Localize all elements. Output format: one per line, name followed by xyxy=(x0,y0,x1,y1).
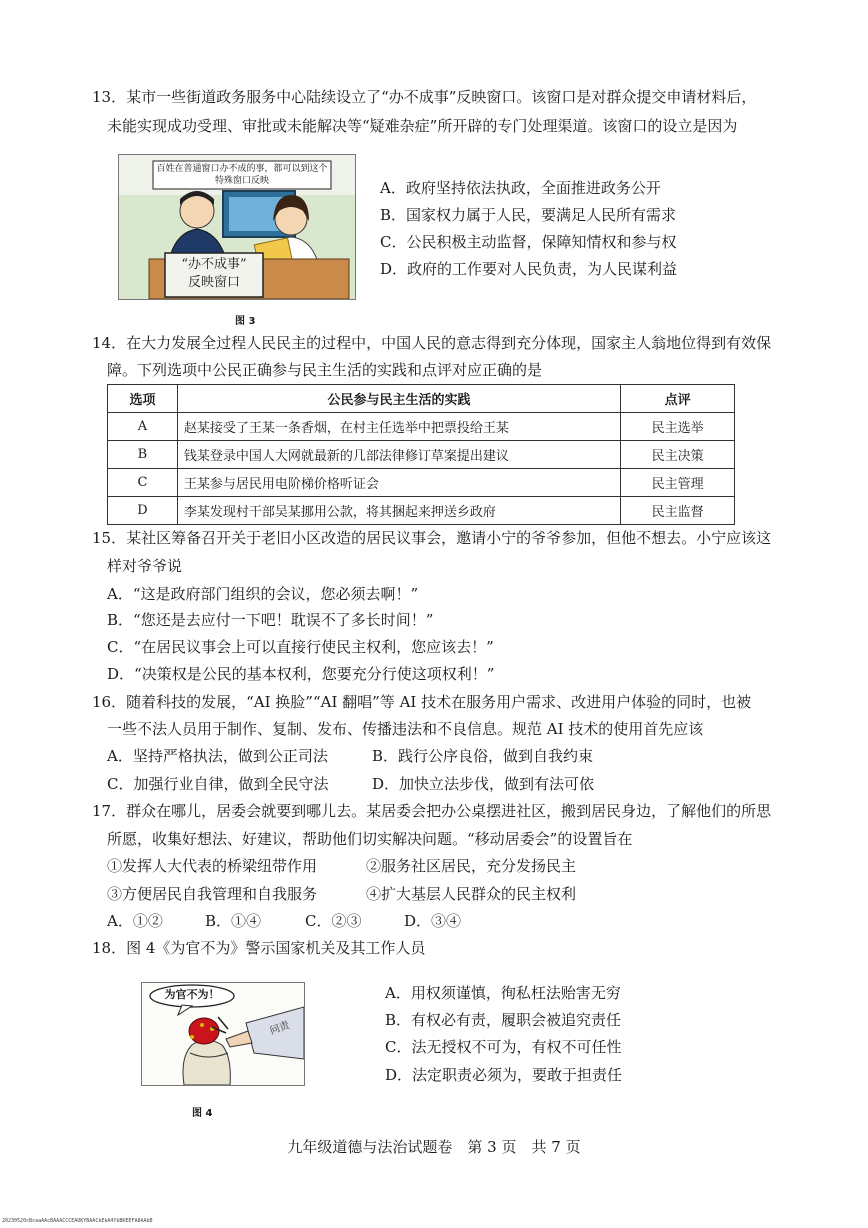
page-footer: 九年级道德与法治试题卷 第 3 页 共 7 页 xyxy=(287,1138,581,1156)
q14-header-comment: 点评 xyxy=(621,385,735,413)
q14-row-b-comment: 民主决策 xyxy=(621,441,735,469)
q14-stem-line2: 障。下列选项中公民正确参与民主生活的实践和点评对应正确的是 xyxy=(107,361,543,379)
q14-stem-line1: 14．在大力发展全过程人民民主的过程中，中国人民的意志得到充分体现，国家主人翁地位得到有效保 xyxy=(92,334,772,352)
q14-table xyxy=(107,384,735,525)
q15-option-a: A．“这是政府部门组织的会议，您必须去啊！” xyxy=(107,585,419,603)
q13-option-d: D．政府的工作要对人民负责，为人民谋利益 xyxy=(380,260,678,278)
q16-option-b: B．践行公序良俗，做到自我约束 xyxy=(372,747,594,765)
q13-stem-line1: 13．某市一些街道政务服务中心陆续设立了“办不成事”反映窗口。该窗口是对群众提交申请材料后， xyxy=(92,88,757,106)
q16-option-d: D．加快立法步伐，做到有法可依 xyxy=(372,775,595,793)
q16-stem-line1: 16．随着科技的发展，“AI 换脸”“AI 翻唱”等 AI 技术在服务用户需求、改进用户体验的同时，也被 xyxy=(92,693,752,711)
q18-stem-line1: 18．图 4《为官不为》警示国家机关及其工作人员 xyxy=(92,939,426,957)
q17-option-c: C．②③ xyxy=(305,912,362,930)
q14-row-b-option: B xyxy=(108,441,178,469)
figure-4-sleeve-text: 问责 xyxy=(268,1019,292,1038)
q14-row-c-practice: 王某参与居民用电阶梯价格听证会 xyxy=(177,469,620,497)
figure-3-speech-text: 百姓在普通窗口办不成的事，都可以到这个特殊窗口反映 xyxy=(156,164,328,186)
q14-row-b-practice: 钱某登录中国人大网就最新的几部法律修订草案提出建议 xyxy=(177,441,620,469)
q14-row-a-comment: 民主选举 xyxy=(621,413,735,441)
figure-3-desk-sign-line1: “办不成事” xyxy=(181,257,247,272)
q17-statement-2: ②服务社区居民，充分发扬民主 xyxy=(366,857,577,875)
q15-stem-line2: 样对爷爷说 xyxy=(107,557,183,575)
table-row xyxy=(108,441,735,469)
q14-row-c-comment: 民主管理 xyxy=(621,469,735,497)
q14-row-d-practice: 李某发现村干部吴某挪用公款，将其捆起来押送乡政府 xyxy=(177,497,620,525)
figure-3-desk-sign-line2: 反映窗口 xyxy=(187,275,240,290)
q17-option-d: D．③④ xyxy=(404,912,462,930)
q16-option-c: C．加强行业自律，做到全民守法 xyxy=(107,775,329,793)
q13-option-c: C．公民积极主动监督，保障知情权和参与权 xyxy=(380,233,677,251)
figure-3-cartoon xyxy=(118,154,356,300)
table-row xyxy=(108,497,735,525)
q14-row-a-practice: 赵某接受了王某一条香烟，在村主任选举中把票投给王某 xyxy=(177,413,620,441)
figure-4-caption: 图 4 xyxy=(192,1108,213,1119)
table-row xyxy=(108,413,735,441)
q15-option-c: C．“在居民议事会上可以直接行使民主权利，您应该去！” xyxy=(107,638,494,656)
q17-statement-3: ③方便居民自我管理和自我服务 xyxy=(107,885,318,903)
q13-option-a: A．政府坚持依法执政，全面推进政务公开 xyxy=(380,179,661,197)
q14-row-d-comment: 民主监督 xyxy=(621,497,735,525)
q14-header-practice: 公民参与民主生活的实践 xyxy=(177,385,620,413)
q17-stem-line1: 17．群众在哪儿，居委会就要到哪儿去。某居委会把办公桌摆进社区，搬到居民身边，了解他们的所思 xyxy=(92,802,772,820)
q15-option-b: B．“您还是去应付一下吧！耽误不了多长时间！” xyxy=(107,611,434,629)
scan-code: 20230520cBcaaAAcBAAACCCEAOKYBAACkEkA4YkBKEEFA8AAbB xyxy=(2,1218,153,1224)
q16-option-a: A．坚持严格执法，做到公正司法 xyxy=(107,747,328,765)
q17-stem-line2: 所愿，收集好想法、好建议，帮助他们切实解决问题。“移动居委会”的设置旨在 xyxy=(107,830,633,848)
q18-option-a: A．用权须谨慎，徇私枉法贻害无穷 xyxy=(385,984,621,1002)
figure-4-cartoon xyxy=(141,982,305,1086)
q18-option-b: B．有权必有责，履职会被追究责任 xyxy=(385,1011,622,1029)
q17-option-a: A．①② xyxy=(107,912,163,930)
q17-statement-1: ①发挥人大代表的桥梁纽带作用 xyxy=(107,857,318,875)
q18-option-d: D．法定职责必须为，要敢于担责任 xyxy=(385,1066,623,1084)
q17-statement-4: ④扩大基层人民群众的民主权利 xyxy=(366,885,577,903)
q18-option-c: C．法无授权不可为，有权不可任性 xyxy=(385,1038,622,1056)
q14-row-a-option: A xyxy=(108,413,178,441)
q15-option-d: D．“决策权是公民的基本权利，您要充分行使这项权利！” xyxy=(107,665,495,683)
figure-3-caption: 图 3 xyxy=(235,316,256,327)
q14-table-header-row xyxy=(108,385,735,413)
q13-stem-line2: 未能实现成功受理、审批或未能解决等“疑难杂症”所开辟的专门处理渠道。该窗口的设立是因为 xyxy=(107,117,738,135)
q15-stem-line1: 15．某社区筹备召开关于老旧小区改造的居民议事会，邀请小宁的爷爷参加，但他不想去。小宁应该这 xyxy=(92,529,772,547)
q14-row-c-option: C xyxy=(108,469,178,497)
q14-header-option: 选项 xyxy=(108,385,178,413)
figure-4-bubble-text: 为官不为！ xyxy=(164,988,220,1001)
q13-option-b: B．国家权力属于人民，要满足人民所有需求 xyxy=(380,206,677,224)
q17-option-b: B．①④ xyxy=(205,912,262,930)
q14-row-d-option: D xyxy=(108,497,178,525)
q16-stem-line2: 一些不法人员用于制作、复制、发布、传播违法和不良信息。规范 AI 技术的使用首先应该 xyxy=(107,720,704,738)
table-row xyxy=(108,469,735,497)
